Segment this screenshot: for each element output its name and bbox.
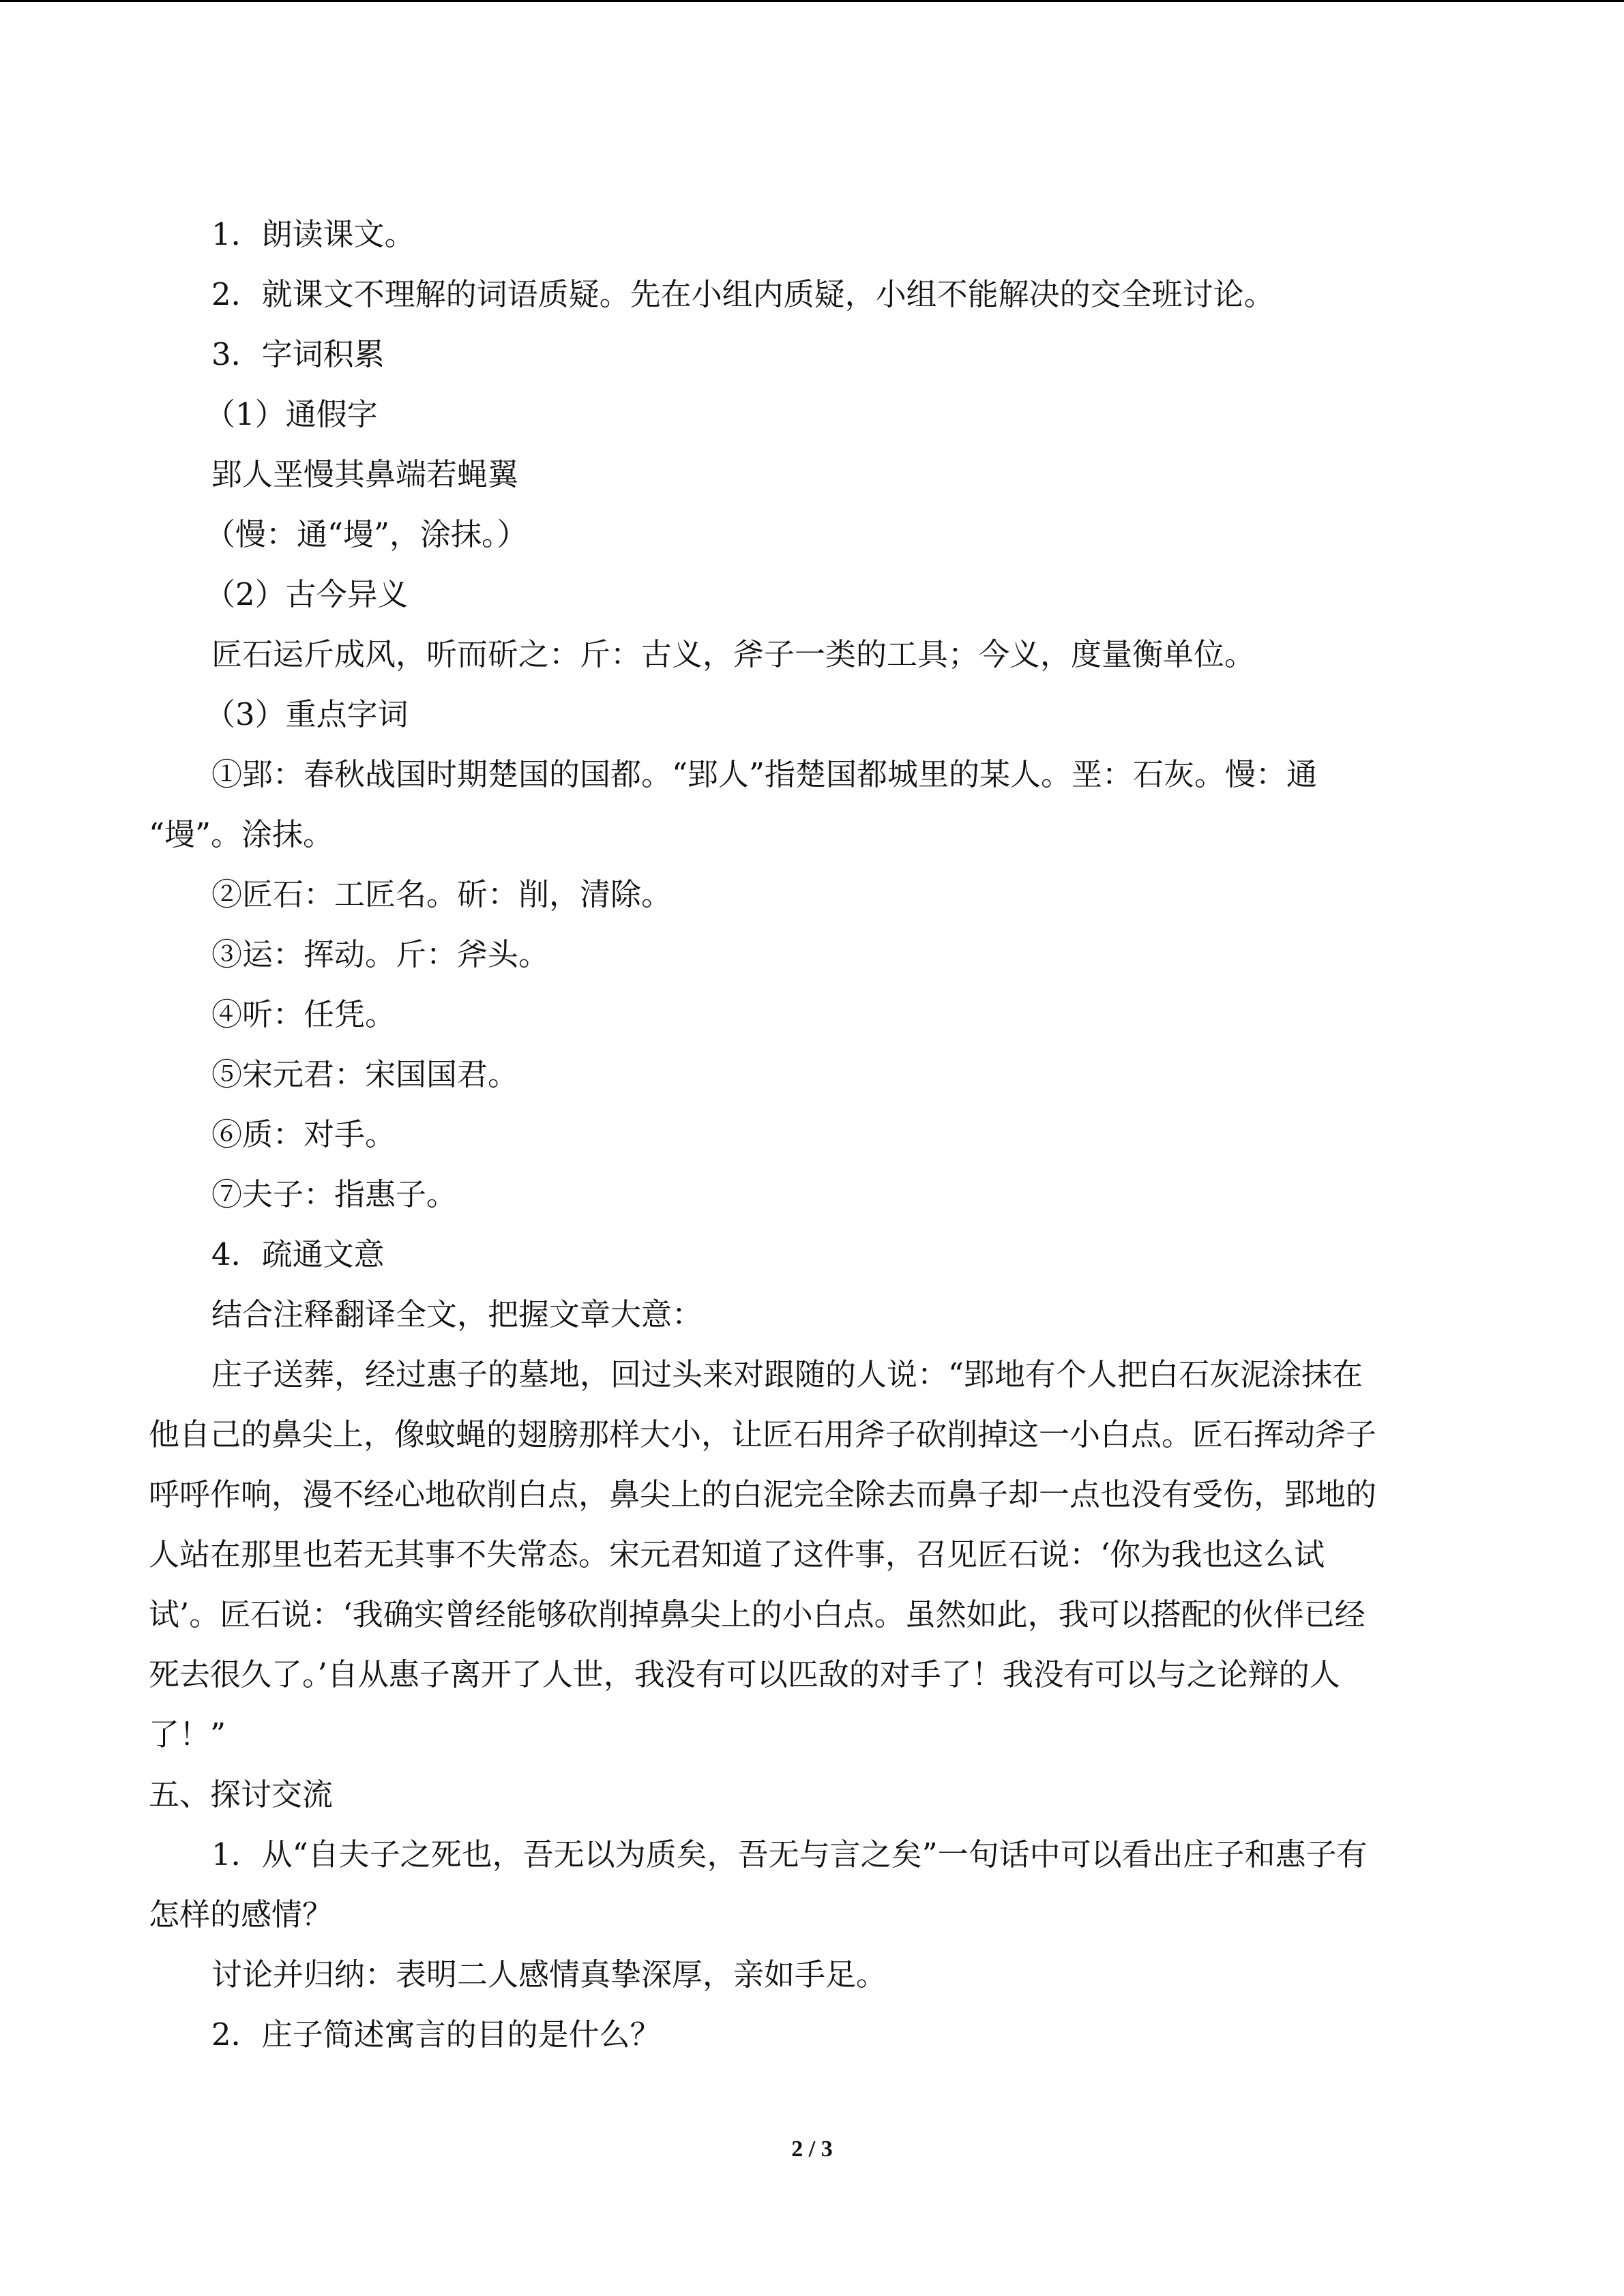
text-line: ③运：挥动。斤：斧头。	[211, 936, 550, 972]
text-line: 结合注释翻译全文，把握文章大意：	[211, 1296, 703, 1332]
text-line: 试’。匠石说：‘我确实曾经能够砍削掉鼻尖上的小白点。虽然如此，我可以搭配的伙伴已经	[149, 1596, 1365, 1632]
text-line: 他自己的鼻尖上，像蚊蝇的翅膀那样大小，让匠石用斧子砍削掉这一小白点。匠石挥动斧子	[149, 1416, 1377, 1452]
text-line: （2）古今异义	[205, 576, 409, 612]
document-body	[149, 205, 1475, 2065]
text-line: 4．疏通文意	[211, 1236, 385, 1272]
text-line: 讨论并归纳：表明二人感情真挚深厚，亲如手足。	[211, 1956, 887, 1993]
text-line: 呼呼作响，漫不经心地砍削白点，鼻尖上的白泥完全除去而鼻子却一点也没有受伤，郢地的	[149, 1476, 1377, 1512]
text-line: ⑦夫子：指惠子。	[211, 1176, 458, 1212]
text-line: 五、探讨交流	[149, 1776, 334, 1813]
text-line: ②匠石：工匠名。斫：削，清除。	[211, 876, 673, 912]
text-line: ①郢：春秋战国时期楚国的国都。“郢人”指楚国都城里的某人。垩：石灰。慢：通	[211, 756, 1318, 792]
text-line: 怎样的感情？	[149, 1896, 334, 1933]
text-line: （1）通假字	[205, 396, 378, 432]
text-line: 1．朗读课文。	[211, 216, 415, 252]
text-line: 了！”	[149, 1716, 226, 1753]
text-line: 死去很久了。’自从惠子离开了人世，我没有可以匹敌的对手了！我没有可以与之论辩的人	[149, 1656, 1340, 1693]
text-line: 2．就课文不理解的词语质疑。先在小组内质疑，小组不能解决的交全班讨论。	[211, 276, 1275, 312]
text-line: 3．字词积累	[211, 336, 385, 372]
text-line: ⑤宋元君：宋国国君。	[211, 1056, 519, 1092]
text-line: 1．从“自夫子之死也，吾无以为质矣，吾无与言之矣”一句话中可以看出庄子和惠子有	[211, 1836, 1368, 1873]
page-number: 2 / 3	[791, 2136, 833, 2162]
text-line: 人站在那里也若无其事不失常态。宋元君知道了这件事，召见匠石说：‘你为我也这么试	[149, 1536, 1325, 1572]
text-line: （3）重点字词	[205, 696, 409, 732]
text-line: 匠石运斤成风，听而斫之：斤：古义，斧子一类的工具；今义，度量衡单位。	[211, 636, 1256, 672]
text-line: 郢人垩慢其鼻端若蝇翼	[211, 456, 519, 492]
text-line: ⑥质：对手。	[211, 1116, 396, 1152]
text-line: ④听：任凭。	[211, 996, 396, 1032]
text-line: （慢：通“墁”，涂抹。）	[205, 516, 528, 552]
text-line: 庄子送葬，经过惠子的墓地，回过头来对跟随的人说：“郢地有个人把白石灰泥涂抹在	[211, 1356, 1363, 1392]
text-line: “墁”。涂抹。	[149, 816, 334, 852]
text-line: 2．庄子简述寓言的目的是什么？	[211, 2016, 661, 2053]
top-border-rule	[0, 0, 1624, 2]
